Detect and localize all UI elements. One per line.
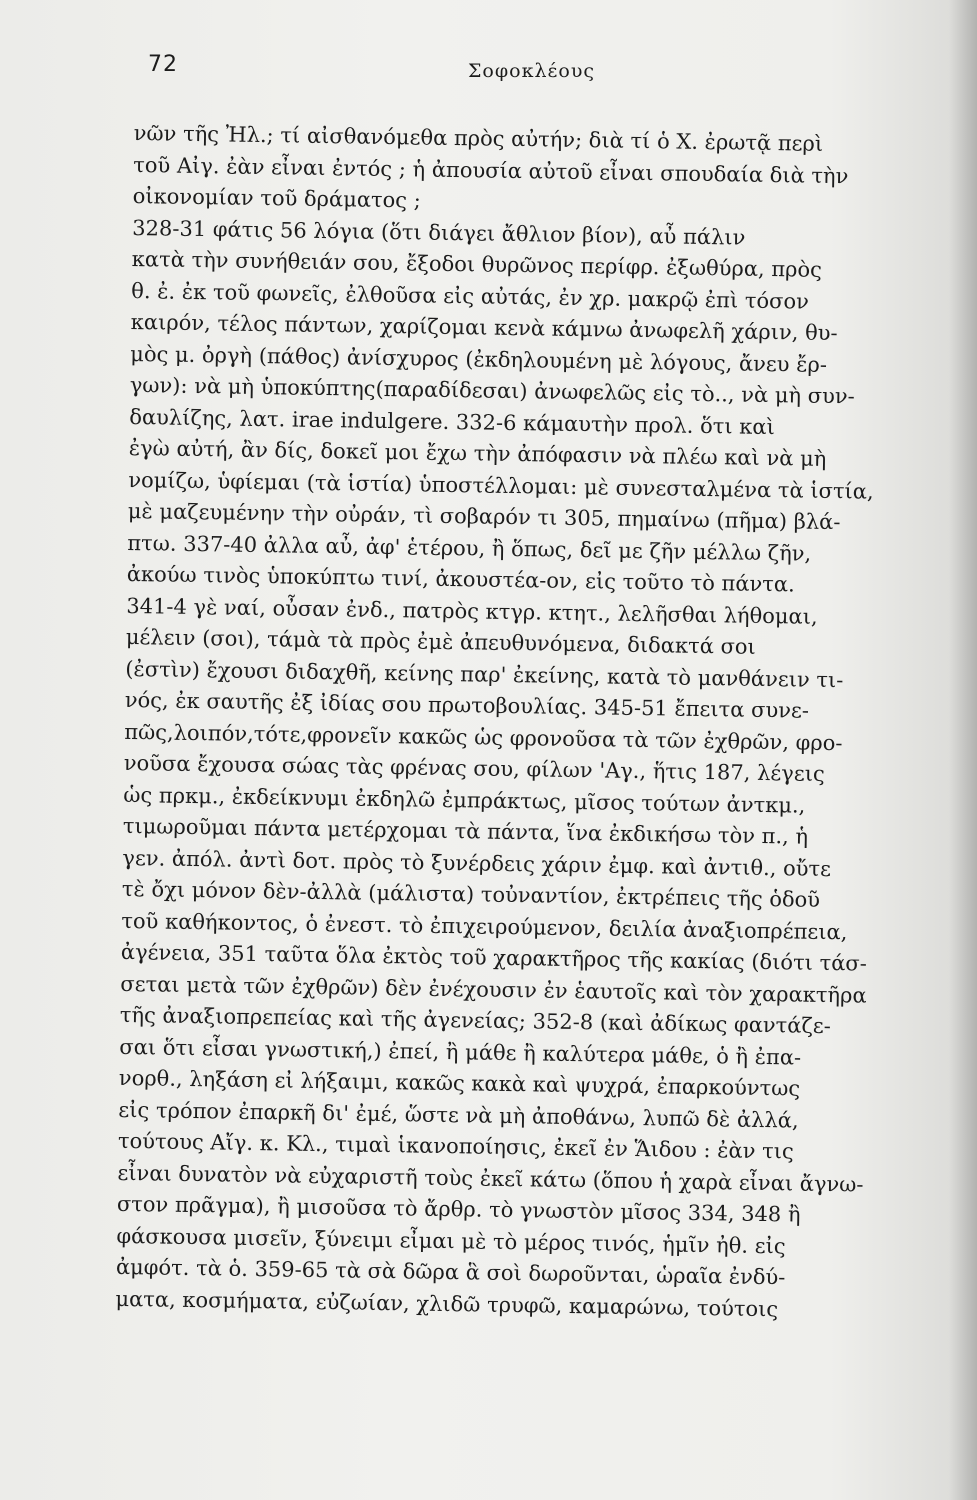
text-line: ὡς πρκμ., ἐκδείκνυμι ἐκδηλῶ ἐμπράκτως, μῖσος τούτων ἀντκμ.,	[123, 782, 806, 818]
text-line: εἶναι δυνατὸν νὰ εὐχαριστῆ τοὺς ἐκεῖ κάτω (ὅπου ἡ χαρὰ εἶναι ἄγνω-	[117, 1160, 864, 1197]
text-line: εἰς τρόπον ἐπαρκῆ δι' ἐμέ, ὥστε νὰ μὴ ἀποθάνω, λυπῶ δὲ ἀλλά,	[118, 1097, 799, 1133]
running-title: Σοφοκλέους	[468, 60, 596, 82]
text-line: νομίζω, ὑφίεμαι (τὰ ἱστία) ὑποστέλλομαι: μὲ συνεσταλμένα τὰ ἱστία,	[128, 467, 874, 504]
text-line: νῶν τῆς Ἠλ.; τί αἰσθανόμεθα πρὸς αὐτήν; διὰ τί ὁ Χ. ἐρωτᾷ περὶ	[133, 120, 824, 156]
text-line: θ. ἐ. ἐκ τοῦ φωνεῖς, ἐλθοῦσα εἰς αὐτάς, ἐν χρ. μακρῷ ἐπὶ τόσον	[131, 278, 810, 314]
page-number: 72	[148, 52, 178, 77]
text-line: μέλειν (σοι), τάμὰ τὰ πρὸς ἐμὲ ἀπευθυνόμενα, διδακτά σοι	[125, 624, 756, 659]
text-line: ἀγένεια, 351 ταῦτα ὅλα ἐκτὸς τοῦ χαρακτῆρος τῆς κακίας (διότι τάσ-	[120, 939, 867, 976]
text-line: πτω. 337-40 ἀλλα αὖ, ἀφ' ἑτέρου, ἢ ὅπως, δεῖ με ζῆν μέλλω ζῆν,	[127, 530, 812, 566]
text-line: νός, ἐκ σαυτῆς ἐξ ἰδίας σου πρωτοβουλίας. 345-51 ἔπειτα συνε-	[124, 687, 810, 723]
text-line: τούτους Αἴγ. κ. Κλ., τιμαὶ ἱκανοποίησις, ἐκεῖ ἐν Ἅιδου : ἐὰν τις	[117, 1128, 794, 1164]
text-line: ματα, κοσμήματα, εὐζωίαν, χλιδῶ τρυφῶ, καμαρώνω, τούτοις	[115, 1286, 779, 1321]
text-line: 341-4 γὲ ναί, οὖσαν ἐνδ., πατρὸς κτγρ. κτητ., λελῆσθαι λήθομαι,	[126, 593, 818, 629]
text-line: τιμωροῦμαι πάντα μετέρχομαι τὰ πάντα, ἵνα ἐκδικήσω τὸν π., ἡ	[122, 813, 809, 849]
text-line: φάσκουσα μισεῖν, ξύνειμι εἶμαι μὲ τὸ μέρος τινός, ἡμῖν ἠθ. εἰς	[116, 1223, 786, 1258]
text-line: κατὰ τὴν συνήθειάν σου, ἔξοδοι θυρῶνος περίφρ. ἐξωθύρα, πρὸς	[131, 246, 823, 282]
text-line: ἐγὼ αὐτή, ἂν δίς, δοκεῖ μοι ἔχω τὴν ἀπόφασιν νὰ πλέω καὶ νὰ μὴ	[128, 435, 827, 471]
text-line: μὸς μ. ὀργὴ (πάθος) ἀνίσχυρος (ἐκδηλουμένη μὲ λόγους, ἄνευ ἔρ-	[130, 341, 828, 377]
text-line: σαι ὅτι εἶσαι γνωστική,) ἐπεί, ἢ μάθε ἢ καλύτερα μάθε, ὁ ἢ ἐπα-	[119, 1034, 802, 1070]
text-line: νοῦσα ἔχουσα σώας τὰς φρένας σου, φίλων 'Αγ., ἥτις 187, λέγεις	[123, 750, 825, 786]
text-line: (ἐστὶν) ἔχουσι διδαχθῆ, κείνης παρ' ἐκείνης, κατὰ τὸ μανθάνειν τι-	[125, 656, 844, 692]
commentary-text	[115, 118, 934, 1327]
text-line: ἀκούω τινὸς ὑποκύπτω τινί, ἀκουστέα-ον, εἰς τοῦτο τὸ πάντα.	[126, 561, 795, 597]
text-line: τοῦ Αἰγ. ἐὰν εἶναι ἐντός ; ἡ ἀπουσία αὐτοῦ εἶναι σπουδαία διὰ τὴν	[133, 152, 849, 188]
text-line: νορθ., ληξάση εἰ λήξαιμι, κακῶς κακὰ καὶ ψυχρά, ἐπαρκούντως	[118, 1065, 801, 1101]
text-line: στον πρᾶγμα), ἢ μισοῦσα τὸ ἄρθρ. τὸ γνωστὸν μῖσος 334, 348 ἢ	[116, 1191, 801, 1227]
text-line: πῶς,λοιπόν,τότε,φρονεῖν κακῶς ὡς φρονοῦσα τὰ τῶν ἐχθρῶν, φρο-	[124, 719, 843, 755]
text-line: τὲ ὄχι μόνον δὲν-ἀλλὰ (μάλιστα) τοὐναντίον, ἐκτρέπεις τῆς ὁδοῦ	[121, 876, 821, 912]
text-line: καιρόν, τέλος πάντων, χαρίζομαι κενὰ κάμνω ἀνωφελῆ χάριν, θυ-	[130, 309, 838, 346]
text-line: μὲ μαζευμένην τὴν οὐράν, τὶ σοβαρόν τι 305, πημαίνω (πῆμα) βλά-	[127, 498, 841, 535]
text-line: 328-31 φάτις 56 λόγια (ὅτι διάγει ἄθλιον βίον), αὖ πάλιν	[132, 215, 746, 250]
text-line: δαυλίζης, λατ. irae indulgere. 332-6 κάμαυτὴν προλ. ὅτι καὶ	[129, 404, 775, 439]
page-edge-shadow	[949, 0, 977, 1500]
text-line: οἰκονομίαν τοῦ δράματος ;	[132, 183, 421, 213]
text-line: τῆς ἀναξιοπρεπείας καὶ τῆς ἀγενείας; 352-8 (καὶ ἀδίκως φαντάζε-	[119, 1002, 831, 1039]
text-line: ἀμφότ. τὰ ὁ. 359-65 τὰ σὰ δῶρα ἃ σοὶ δωροῦνται, ὡραῖα ἐνδύ-	[115, 1254, 786, 1290]
page-header	[148, 52, 948, 92]
text-line: σεται μετὰ τῶν ἐχθρῶν) δὲν ἐνέχουσιν ἐν ἑαυτοῖς καὶ τὸν χαρακτῆρα	[120, 971, 867, 1008]
text-line: γων): νὰ μὴ ὑποκύπτης(παραδίδεσαι) ἀνωφελῶς εἰς τὸ.., νὰ μὴ συν-	[129, 372, 855, 409]
text-line: τοῦ καθήκοντος, ὁ ἐνεστ. τὸ ἐπιχειρούμενον, δειλία ἀναξιοπρέπεια,	[121, 908, 848, 944]
text-line: γεν. ἀπόλ. ἀντὶ δοτ. πρὸς τὸ ξυνέρδεις χάριν ἐμφ. καὶ ἀντιθ., οὔτε	[122, 845, 832, 881]
